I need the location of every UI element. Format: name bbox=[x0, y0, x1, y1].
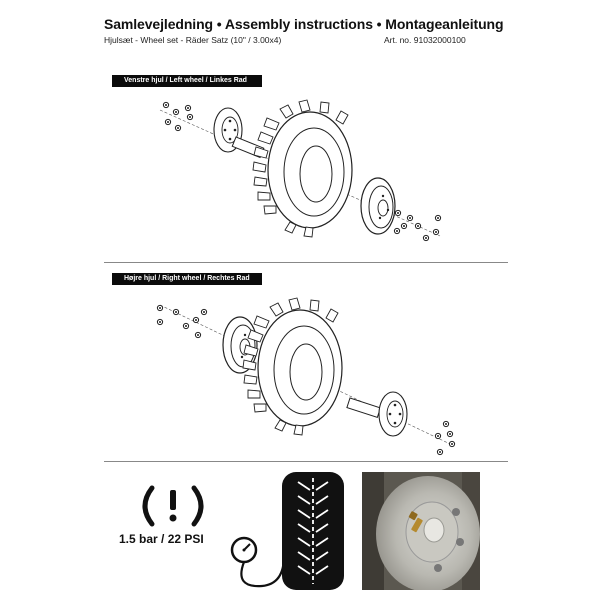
pressure-gauge-icon bbox=[232, 538, 290, 586]
right-wheel-diagram bbox=[157, 298, 454, 455]
tire-tread-icon bbox=[282, 472, 344, 590]
left-wheel-label: Venstre hjul / Left wheel / Linkes Rad bbox=[112, 75, 262, 87]
right-wheel-label: Højre hjul / Right wheel / Rechtes Rad bbox=[112, 273, 262, 285]
document-title: Samlevejledning • Assembly instructions • Montageanleitung bbox=[104, 16, 504, 32]
document-subtitle: Hjulsæt - Wheel set - Räder Satz (10" / 3.00x4) bbox=[104, 35, 282, 45]
left-wheel-diagram bbox=[160, 100, 441, 241]
article-number: Art. no. 91032000100 bbox=[384, 35, 466, 45]
tire-pressure-icon bbox=[145, 488, 201, 524]
valve-photo bbox=[362, 472, 480, 590]
pressure-value: 1.5 bar / 22 PSI bbox=[119, 532, 204, 546]
